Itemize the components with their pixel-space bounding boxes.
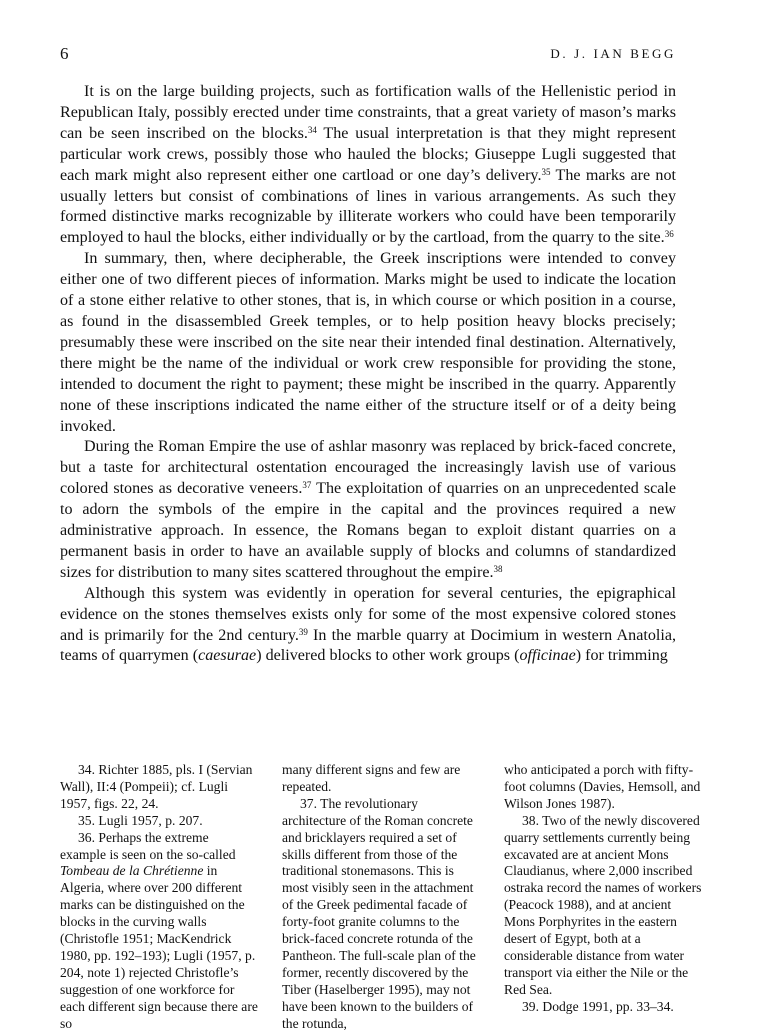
note-reference: 35 — [541, 166, 551, 177]
body-paragraph — [60, 82, 676, 249]
footnote — [504, 999, 702, 1016]
text-run: ) for trimming — [575, 647, 668, 665]
text-run: in Algeria, where over 200 different marks can be distinguished on the blocks in the curving walls (Christofle 1951; MacKendrick 1980, pp. 192–193); Lugli (1957, p. 204, note 1) rejected Christofle’s suggestion of one workforce for each different sign because there are so — [60, 863, 258, 1031]
italic-text: caesurae — [198, 647, 257, 665]
note-reference: 38 — [493, 563, 503, 574]
footnote-continuation — [504, 762, 702, 813]
body-text — [60, 82, 676, 667]
footnote-column — [282, 762, 480, 1033]
text-run: During the Roman Empire the use of ashlar masonry was replaced by brick-faced concrete, but a taste for architectural ostentation encouraged the increasingly lavish use of various colored stones as decorative veneers. — [60, 438, 676, 498]
text-run: 39. Dodge 1991, pp. 33–34. — [522, 998, 674, 1014]
text-run: who anticipated a porch with fifty-foot columns (Davies, Hemsoll, and Wilson Jones 1987). — [504, 762, 701, 811]
footnote — [60, 762, 258, 813]
text-run: In summary, then, where decipherable, the Greek inscriptions were intended to convey either one of two different pieces of information. Marks might be used to indicate the location of a stone either relative to other stones, that is, in which course or which position in a course, as found in the disassembled Greek temples, or to help position heavy blocks precisely; presumably these were inscribed on the site near their intended final destination. Alternatively, there might be the name of the individual or work crew responsible for providing the stone, intended to document the right to payment; these might be inscribed in the quarry. Apparently none of these inscriptions indicated the name either of the structure itself or of a deity being invoked. — [60, 250, 676, 435]
footnote — [504, 813, 702, 999]
text-run: many different signs and few are repeated. — [282, 762, 461, 794]
text-run: 34. Richter 1885, pls. I (Servian Wall), II:4 (Pompeii); cf. Lugli 1957, figs. 22, 24. — [60, 762, 253, 811]
footnote-continuation — [282, 762, 480, 796]
text-run: ) delivered blocks to other work groups ( — [256, 647, 520, 665]
text-run: 38. Two of the newly discovered quarry settlements currently being excavated are at ancient Mons Claudianus, where 2,000 inscribed ostraka record the names of workers (Peacock 1988), and at ancient Mons Porphyrites in the eastern desert of Egypt, both at a considerable distance from water transport via either the Nile or the Red Sea. — [504, 812, 702, 997]
footnote-column — [60, 762, 258, 1033]
note-reference: 34 — [307, 124, 317, 135]
body-paragraph — [60, 584, 676, 668]
footnote — [60, 813, 258, 830]
text-run: 35. Lugli 1957, p. 207. — [78, 812, 203, 828]
text-run: The exploitation of quarries on an unprecedented scale to adorn the symbols of the empire in the capital and the provinces required a new administrative approach. In essence, the Romans began to exploit distant quarries on a permanent basis in order to have an available supply of blocks and columns of standardized sizes for distribution to many sites scattered throughout the empire. — [60, 480, 676, 581]
footnote — [282, 796, 480, 1033]
page-number: 6 — [60, 44, 69, 63]
text-run: 37. The revolutionary architecture of the Roman concrete and bricklayers required a set of skills different from those of the traditional stonemasons. This is most visibly seen in the attachment of the Greek pedimental facade of forty-foot granite columns to the brick-faced concrete rotunda of the Pantheon. The full-scale plan of the former, recently discovered by the Tiber (Haselberger 1995), may not have been known to the builders of the rotunda, — [282, 795, 476, 1031]
note-reference: 37 — [302, 480, 312, 491]
text-run: The usual interpretation is that they might represent particular work crews, possibly those who hauled the blocks; Giuseppe Lugli suggested that each mark might also represent either one cartload or one day’s delivery. — [60, 124, 676, 184]
note-reference: 39 — [298, 626, 308, 637]
text-run: In the marble quarry at Docimium in western Anatolia, teams of quarrymen ( — [60, 626, 676, 665]
body-paragraph — [60, 249, 676, 437]
text-run: The marks are not usually letters but consist of combinations of lines in various arrangements. As such they formed distinctive marks recognizable by illiterate workers who could have been temporarily employed to haul the blocks, either individually or by the cartload, from the quarry to the site. — [60, 166, 676, 247]
running-head: D. J. IAN BEGG — [550, 46, 676, 61]
text-run: Although this system was evidently in operation for several centuries, the epigraphical evidence on the stones themselves exists only for some of the most expensive colored stones and is primarily for the 2nd century. — [60, 584, 676, 644]
italic-text: Tombeau de la Chrétienne — [60, 863, 204, 879]
text-run: 36. Perhaps the extreme example is seen on the so-called — [60, 829, 236, 862]
footnote — [60, 830, 258, 1033]
italic-text: officinae — [519, 647, 576, 665]
body-paragraph — [60, 437, 676, 583]
note-reference: 36 — [664, 229, 674, 240]
text-run: It is on the large building projects, such as fortification walls of the Hellenistic period in Republican Italy, possibly erected under time constraints, that a great variety of mason’s marks can be seen inscribed on the blocks. — [60, 83, 676, 142]
footnote-column — [504, 762, 702, 1016]
